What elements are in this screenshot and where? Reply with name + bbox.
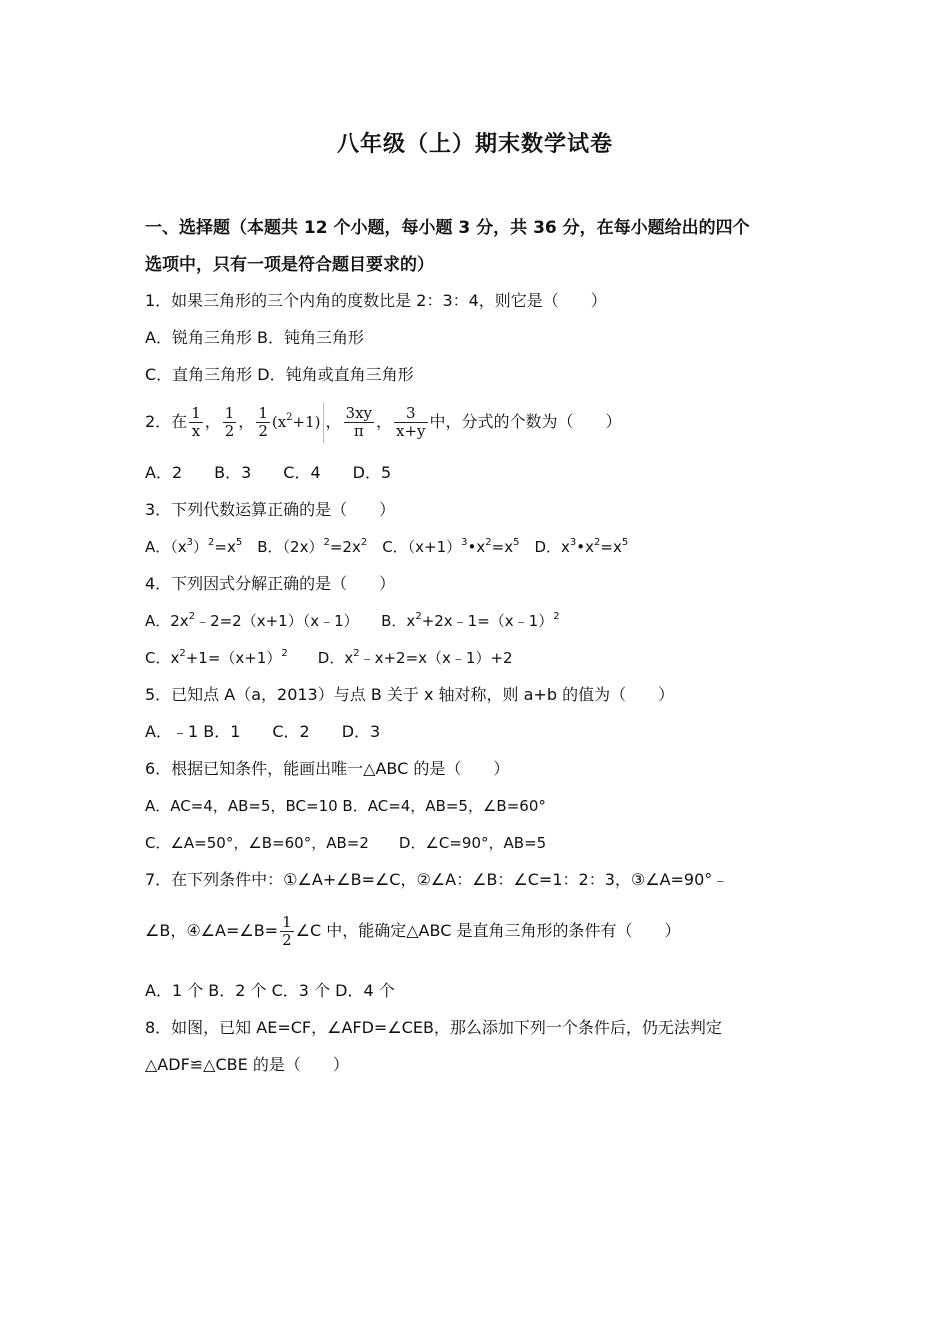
q6-options-cd: C．∠A=50°，∠B=60°，AB=2 D．∠C=90°，AB=5: [145, 834, 547, 852]
q2-stem: [145, 402, 622, 443]
q2-sep: ，: [204, 412, 221, 431]
q2-sep: ，: [238, 412, 255, 431]
q1-options-cd: C．直角三角形 D．钝角或直角三角形: [145, 365, 414, 384]
q7-fraction-half: $\frac{1}{2}$: [282, 913, 292, 949]
q4-stem: 4．下列因式分解正确的是（ ）: [145, 574, 396, 593]
q2-fraction-3-over-x-plus-y: $\frac{3}{x+y}$: [396, 404, 426, 440]
q2-fraction-1-over-x: $\frac{1}{x}$: [191, 404, 201, 440]
q2-fraction-1-over-2: $\frac{1}{2}$: [224, 404, 235, 440]
q2-sep: ，: [376, 412, 393, 431]
q2-sep: ，: [325, 412, 342, 431]
q5-options: A．﹣1 B．1 C．2 D．3: [145, 722, 381, 741]
q2-expr-x2-plus-1: $(x^2+1)$: [271, 412, 321, 431]
q4-options-ab: A．$2x^2﹣2=2(x+1)(x﹣1)$ B．$x^2+2x﹣1=(x﹣1)^2$: [145, 611, 560, 630]
page-title: 八年级（上）期末数学试卷: [336, 132, 613, 157]
q2-suffix: 中，分式的个数为（ ）: [429, 412, 622, 431]
q1-options-ab: A．锐角三角形 B．钝角三角形: [145, 328, 365, 347]
q2-options: A．2 B．3 C．4 D．5: [145, 463, 392, 482]
q8-stem-line1: 8．如图，已知 AE=CF，∠AFD=∠CEB，那么添加下列一个条件后，仍无法判定: [145, 1018, 722, 1037]
q3-options: A．$(x^3)^2=x^5$ B．$(2x)^2=2x^2$ C．$(x+1)^3•x^2=x^5$ D．$x^3•x^2=x^5$: [145, 537, 629, 556]
q5-stem: 5．已知点 A（a，2013）与点 B 关于 x 轴对称，则 a+b 的值为（ ）: [145, 685, 675, 704]
q7-stem-line1: 7．在下列条件中：①∠A+∠B=∠C，②∠A：∠B：∠C=1：2：3，③∠A=90°﹣: [145, 870, 729, 889]
section-heading-line2: 选项中，只有一项是符合题目要求的）: [145, 255, 434, 275]
q2-prefix: 2．在: [145, 412, 188, 431]
q1-stem: 1．如果三角形的三个内角的度数比是 2：3：4，则它是（ ）: [145, 291, 607, 310]
section-heading-line1: 一、选择题（本题共 12 个小题，每小题 3 分，共 36 分，在每小题给出的四个: [145, 218, 750, 238]
q6-stem: 6．根据已知条件，能画出唯一△ABC 的是（ ）: [145, 759, 510, 778]
image-divider: [323, 403, 324, 443]
q4-options-cd: C．$x^2+1=(x+1)^2$ D．$x^2﹣x+2=x(x﹣1)+2$: [145, 648, 513, 667]
q2-fraction-half: $\frac{1}{2}$: [258, 404, 268, 440]
q2-fraction-3xy-over-pi: $\frac{3xy}{\pi}$: [345, 404, 373, 440]
q7-stem-line2: ∠B，④∠A=∠B= $\frac{1}{2}$ ∠C 中，能确定△ABC 是直角三角形的条件有（ ）: [145, 913, 681, 949]
q7-options: A．1 个 B．2 个 C．3 个 D．4 个: [145, 981, 395, 1000]
q6-options-ab: A．AC=4，AB=5，BC=10 B．AC=4，AB=5，∠B=60°: [145, 797, 546, 815]
q3-stem: 3．下列代数运算正确的是（ ）: [145, 500, 396, 519]
q8-stem-line2: △ADF≌△CBE 的是（ ）: [145, 1055, 349, 1074]
